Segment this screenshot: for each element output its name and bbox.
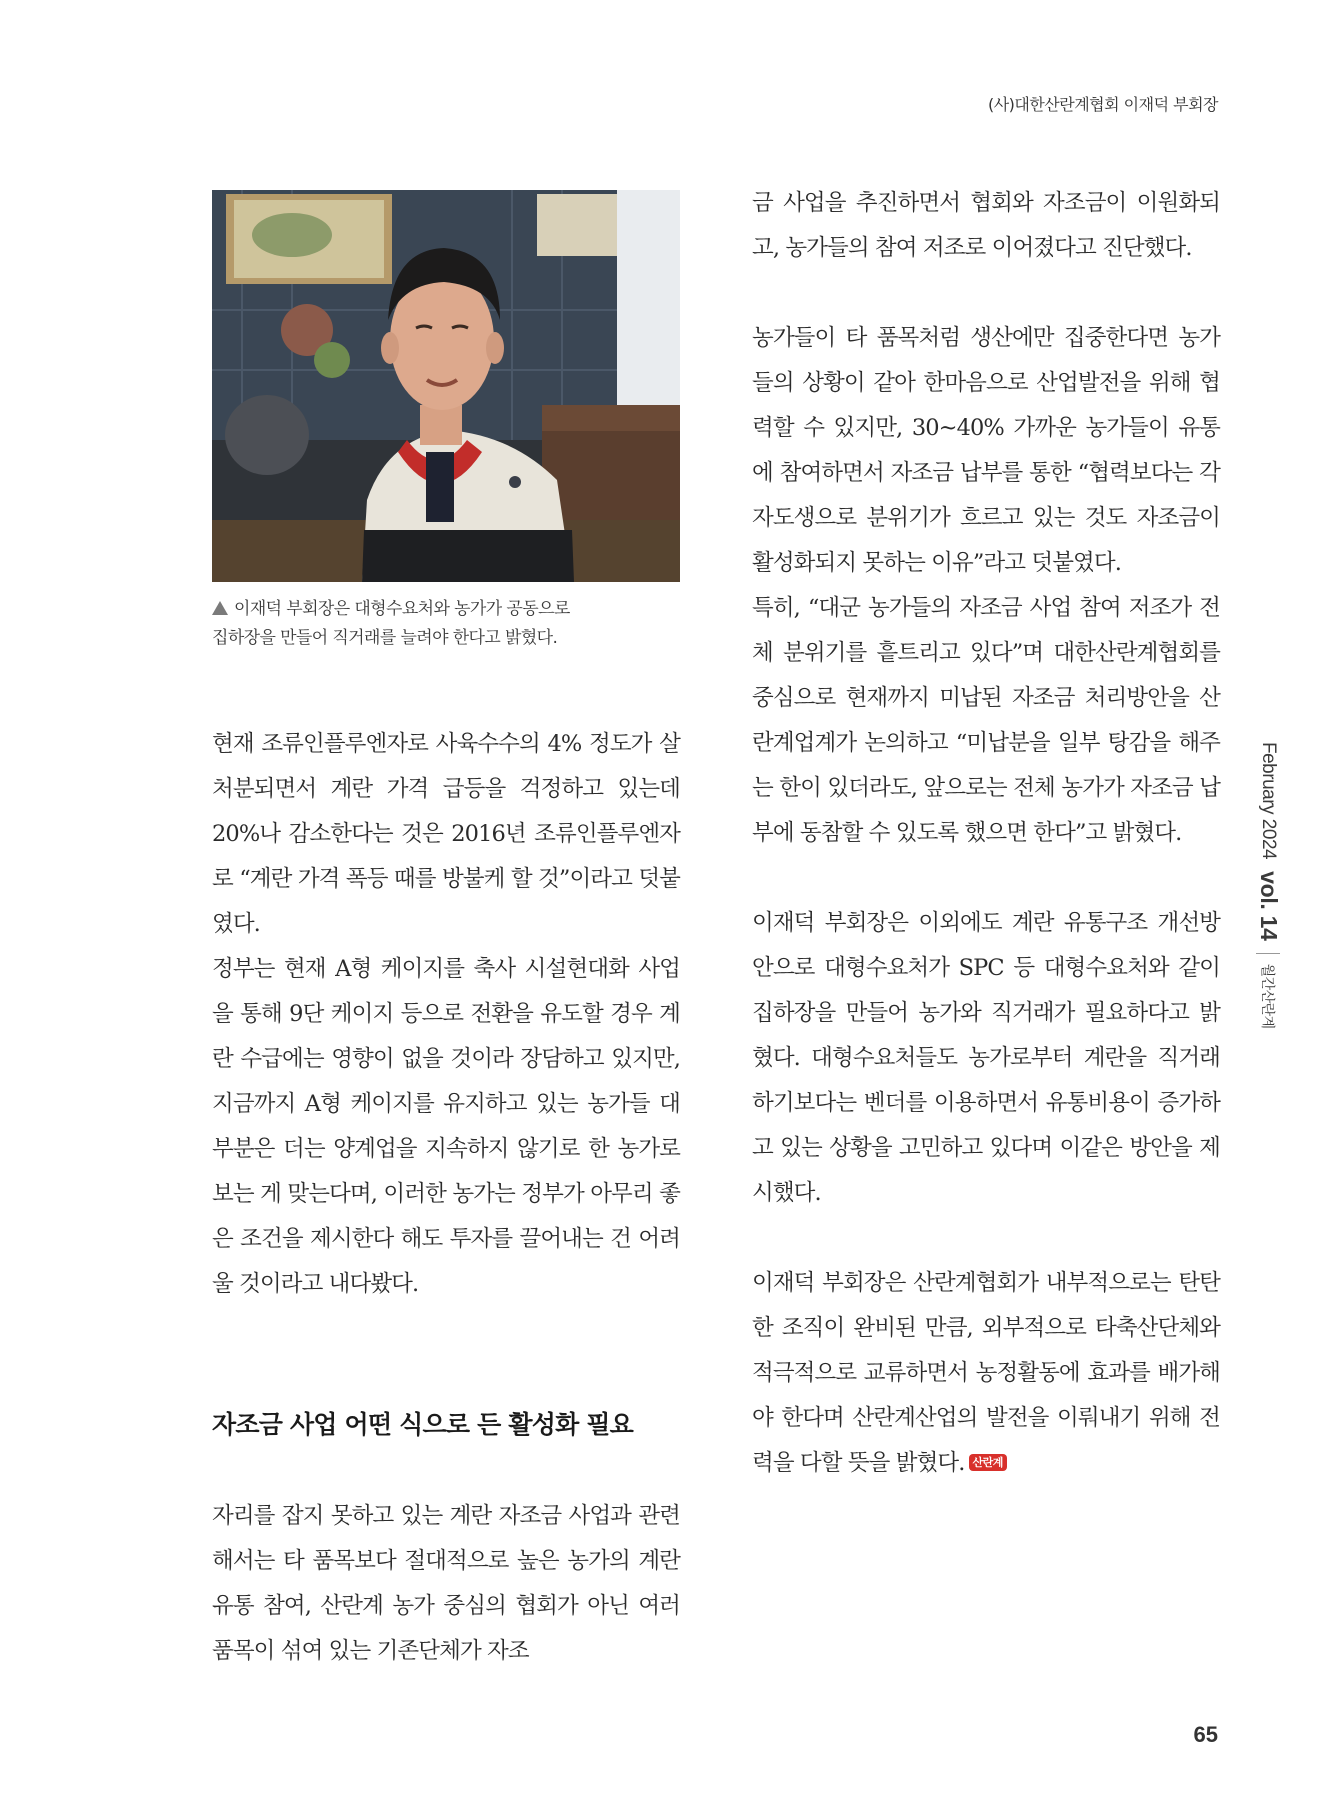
side-issue-label (1256, 742, 1302, 1029)
interview-photo (212, 190, 680, 582)
end-mark-logo: 산란계 (969, 1454, 1007, 1471)
interview-photo-illustration (212, 190, 680, 582)
right-paragraph-4: 이재덕 부회장은 이외에도 계란 유통구조 개선방안으로 대형수요처가 SPC 등 대형수요처와 같이 집하장을 만들어 농가와 직거래가 필요하다고 밝혔다. 대형수요처들도 농가로부터 계란을 직거래하기보다는 벤더를 이용하면서 유통비용이 증가하고 있는 상황을 고민하고 있다며 이같은 방안을 제시했다. (752, 910, 1220, 1206)
photo-caption (212, 595, 680, 653)
magazine-name: 월간산란계 (1259, 963, 1276, 1029)
issue-volume: vol. 14 (1256, 871, 1282, 941)
right-paragraph-3: 특히, “대군 농가들의 자조금 사업 참여 저조가 전체 분위기를 흩트리고 있다”며 대한산란계협회를 중심으로 현재까지 미납된 자조금 처리방안을 산란계업계가 논의하고 “미납분을 일부 탕감을 해주는 한이 있더라도, 앞으로는 전체 농가가 자조금 납부에 동참할 수 있도록 했으면 한다”고 밝혔다. (752, 595, 1220, 846)
left-column-top (212, 722, 680, 1307)
page-number: 65 (1193, 1722, 1218, 1747)
right-paragraph-5-text: 이재덕 부회장은 산란계협회가 내부적으로는 탄탄한 조직이 완비된 만큼, 외부적으로 타축산단체와 적극적으로 교류하면서 농정활동에 효과를 배가해야 한다며 산란계산업의 발전을 이뤄내기 위해 전력을 다할 뜻을 밝혔다. (752, 1270, 1220, 1476)
section-subheading: 자조금 사업 어떤 식으로 든 활성화 필요 (212, 1410, 634, 1439)
issue-month: February 2024 (1258, 742, 1280, 860)
left-paragraph-1: 현재 조류인플루엔자로 사육수수의 4% 정도가 살처분되면서 계란 가격 급등을 걱정하고 있는데 20%나 감소한다는 것은 2016년 조류인플루엔자로 “계란 가격 폭등 때를 방불케 할 것”이라고 덧붙였다. (212, 731, 680, 937)
right-paragraph-1: 금 사업을 추진하면서 협회와 자조금이 이원화되고, 농가들의 참여 저조로 이어졌다고 진단했다. (752, 190, 1220, 261)
divider (1257, 953, 1281, 954)
left-paragraph-3: 자리를 잡지 못하고 있는 계란 자조금 사업과 관련해서는 타 품목보다 절대적으로 높은 농가의 계란 유통 참여, 산란계 농가 중심의 협회가 아닌 여러 품목이 섞여 있는 기존단체가 자조 (212, 1503, 680, 1664)
caption-line-2: 집하장을 만들어 직거래를 늘려야 한다고 밝혔다. (212, 628, 558, 648)
triangle-icon (212, 601, 228, 615)
left-paragraph-2: 정부는 현재 A형 케이지를 축사 시설현대화 사업을 통해 9단 케이지 등으로 전환을 유도할 경우 계란 수급에는 영향이 없을 것이라 장담하고 있지만, 지금까지 A형 케이지를 유지하고 있는 농가들 대부분은 더는 양계업을 지속하지 않기로 한 농가로 보는 게 맞는다며, 이러한 농가는 정부가 아무리 좋은 조건을 제시한다 해도 투자를 끌어내는 건 어려울 것이라고 내다봤다. (212, 956, 680, 1297)
left-column-bottom (212, 1494, 680, 1674)
right-paragraph-5 (752, 1261, 1220, 1486)
right-column (752, 181, 1220, 1486)
right-paragraph-2: 농가들이 타 품목처럼 생산에만 집중한다면 농가들의 상황이 같아 한마음으로 산업발전을 위해 협력할 수 있지만, 30~40% 가까운 농가들이 유통에 참여하면서 자조금 납부를 통한 “협력보다는 각자도생으로 분위기가 흐르고 있는 것도 자조금이 활성화되지 못하는 이유”라고 덧붙였다. (752, 325, 1220, 576)
caption-line-1: 이재덕 부회장은 대형수요처와 농가가 공동으로 (234, 599, 570, 619)
running-header: (사)대한산란계협회 이재덕 부회장 (987, 95, 1218, 114)
